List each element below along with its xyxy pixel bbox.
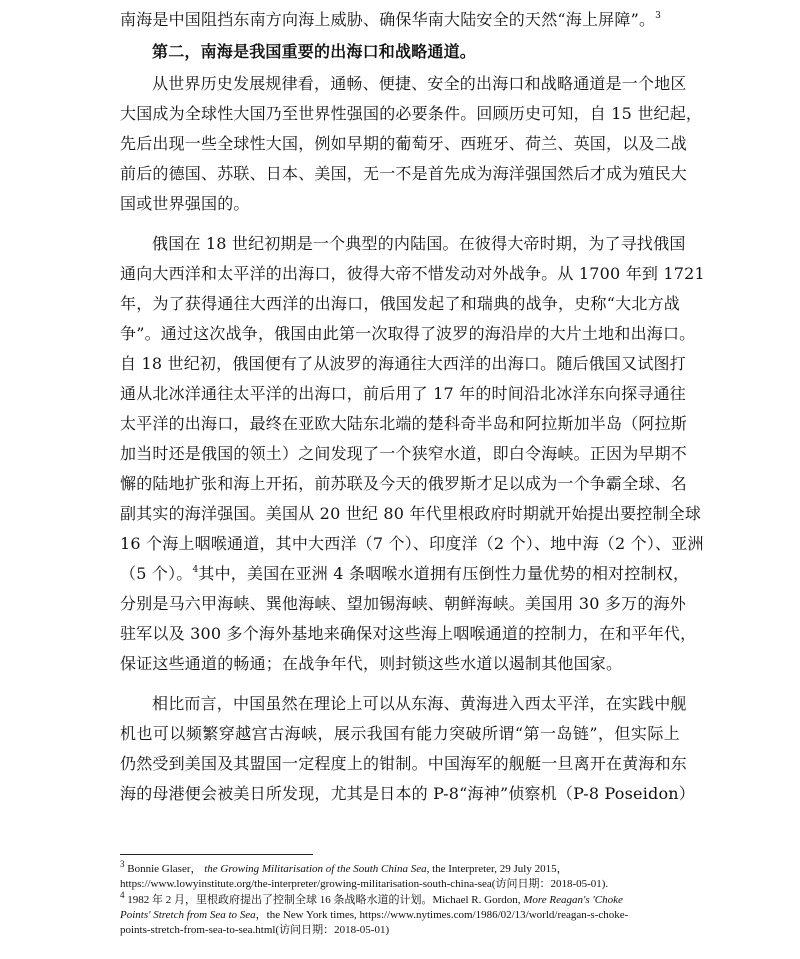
footnote-source-title: the Growing Militarisation of the South China Sea bbox=[204, 863, 427, 875]
footnote-text: 1982 年 2 月，里根政府提出了控制全球 16 条战略水道的计划。Michael R. Gordon, bbox=[127, 894, 524, 906]
paragraph-line: 从世界历史发展规律看，通畅、便捷、安全的出海口和战略通道是一个地区 bbox=[152, 74, 687, 93]
footnote-link[interactable]: points-stretch-from-sea-to-sea.html(访问日期：2018-05-01) bbox=[120, 924, 390, 936]
paragraph-line: 驻军以及 300 多个海外基地来确保对这些海上咽喉通道的控制力，在和平年代， bbox=[120, 624, 697, 643]
footnote-line bbox=[120, 908, 628, 922]
paragraph-line: 太平洋的出海口，最终在亚欧大陆东北端的楚科奇半岛和阿拉斯加半岛（阿拉斯 bbox=[120, 414, 688, 433]
paragraph-line: 分别是马六甲海峡、巽他海峡、望加锡海峡、朝鲜海峡。美国用 30 多万的海外 bbox=[120, 594, 686, 613]
body-line bbox=[120, 10, 661, 30]
footnote-ref-4[interactable]: 4 bbox=[192, 565, 199, 575]
paragraph-line: 俄国在 18 世纪初期是一个典型的内陆国。在彼得大帝时期，为了寻找俄国 bbox=[152, 234, 686, 253]
footnote-4 bbox=[120, 890, 623, 907]
footnote-number: 4 bbox=[120, 890, 125, 900]
paragraph-line: 海的母港便会被美日所发现，尤其是日本的 P-8“海神”侦察机（P-8 Poseidon） bbox=[120, 784, 696, 803]
paragraph-line: 副其实的海洋强国。美国从 20 世纪 80 年代里根政府时期就开始提出要控制全球 bbox=[120, 504, 702, 523]
footnote-link[interactable]: https://www.lowyinstitute.org/the-interpreter/growing-militarisation-south-china-sea(访问日期：2018-05-01). bbox=[120, 878, 609, 890]
paragraph-line: 16 个海上咽喉通道，其中大西洋（7 个）、印度洋（2 个）、地中海（2 个）、亚洲 bbox=[120, 534, 704, 553]
paragraph-line: 年，为了获得通往大西洋的出海口，俄国发起了和瑞典的战争，史称“大北方战 bbox=[120, 294, 680, 313]
footnote-text: Bonnie Glaser， bbox=[127, 863, 202, 875]
body-text: 其中，美国在亚洲 4 条咽喉水道拥有压倒性力量优势的相对控制权， bbox=[198, 564, 690, 583]
paragraph-line: 争”。通过这次战争，俄国由此第一次取得了波罗的海沿岸的大片土地和出海口。 bbox=[120, 324, 696, 343]
footnote-separator bbox=[120, 854, 313, 855]
paragraph-line: 大国成为全球性大国乃至世界性强国的必要条件。回顾历史可知，自 15 世纪起， bbox=[120, 104, 703, 123]
paragraph-line: 相比而言，中国虽然在理论上可以从东海、黄海进入西太平洋，在实践中舰 bbox=[152, 694, 687, 713]
footnote-ref-3[interactable]: 3 bbox=[655, 11, 662, 21]
paragraph-line: 加当时还是俄国的领土）之间发现了一个狭窄水道，即白令海峡。正因为早期不 bbox=[120, 444, 688, 463]
paragraph-line: 先后出现一些全球性大国，例如早期的葡萄牙、西班牙、荷兰、英国，以及二战 bbox=[120, 134, 688, 153]
paragraph-line: 通向大西洋和太平洋的出海口，彼得大帝不惜发动对外战争。从 1700 年到 1721 bbox=[120, 264, 705, 283]
paragraph-line bbox=[120, 564, 689, 584]
footnote-link[interactable]: ，the New York times, https://www.nytimes.com/1986/02/13/world/reagan-s-choke- bbox=[255, 909, 629, 921]
section-heading: 第二，南海是我国重要的出海口和战略通道。 bbox=[152, 42, 477, 61]
footnote-text: , the Interpreter, 29 July 2015， bbox=[426, 863, 568, 875]
body-text: 南海是中国阻挡东南方向海上威胁、确保华南大陆安全的天然“海上屏障”。 bbox=[120, 10, 656, 29]
paragraph-line: 前后的德国、苏联、日本、美国，无一不是首先成为海洋强国然后才成为殖民大 bbox=[120, 164, 688, 183]
footnote-source-title: More Reagan's 'Choke bbox=[523, 894, 623, 906]
paragraph-line: 懈的陆地扩张和海上开拓，前苏联及今天的俄罗斯才足以成为一个争霸全球、名 bbox=[120, 474, 688, 493]
paragraph-line: 通从北冰洋通往太平洋的出海口，前后用了 17 年的时间沿北冰洋东向探寻通往 bbox=[120, 384, 686, 403]
footnote-number: 3 bbox=[120, 859, 125, 869]
footnote-3 bbox=[120, 859, 568, 876]
paragraph-line: 仍然受到美国及其盟国一定程度上的钳制。中国海军的舰艇一旦离开在黄海和东 bbox=[120, 754, 688, 773]
body-text: （5 个）。 bbox=[120, 564, 193, 583]
footnote-source-title: Points' Stretch from Sea to Sea bbox=[120, 909, 256, 921]
paragraph-line: 国或世界强国的。 bbox=[120, 194, 250, 213]
paragraph-line: 保证这些通道的畅通；在战争年代，则封锁这些水道以遏制其他国家。 bbox=[120, 654, 623, 673]
paragraph-line: 自 18 世纪初，俄国便有了从波罗的海通往大西洋的出海口。随后俄国又试图打 bbox=[120, 354, 686, 373]
paragraph-line: 机也可以频繁穿越宫古海峡，展示我国有能力突破所谓“第一岛链”，但实际上 bbox=[120, 724, 680, 743]
